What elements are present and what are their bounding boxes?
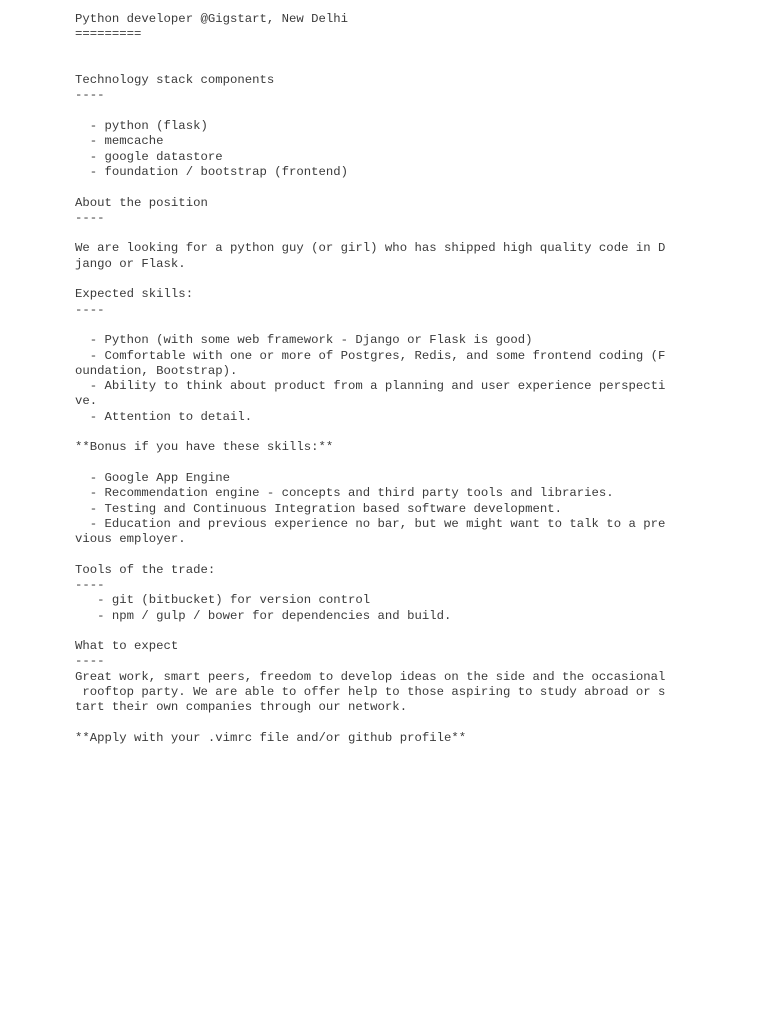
section-heading-about: About the position: [75, 195, 208, 210]
list-item: - Ability to think about product from a planning and user experience perspecti: [75, 379, 666, 394]
section-heading-expect: What to expect: [75, 639, 179, 654]
list-item-continuation: oundation, Bootstrap).: [75, 363, 238, 378]
section-rule: ----: [75, 302, 105, 317]
paragraph-line: rooftop party. We are able to offer help to those aspiring to study abroad or s: [75, 685, 666, 700]
list-item: - google datastore: [75, 149, 223, 164]
document-body: [75, 12, 675, 746]
blank-line: [75, 318, 675, 333]
list-item-continuation: ve.: [75, 394, 98, 409]
list-item: - npm / gulp / bower for dependencies and build.: [75, 608, 452, 623]
document-title: Python developer @Gigstart, New Delhi: [75, 12, 349, 26]
blank-line: [75, 456, 675, 471]
list-item: - memcache: [75, 134, 164, 149]
list-item: - Recommendation engine - concepts and third party tools and libraries.: [75, 486, 614, 501]
paragraph-line: We are looking for a python guy (or girl) who has shipped high quality code in D: [75, 241, 666, 256]
blank-line: [75, 624, 675, 639]
section-rule: ----: [75, 577, 105, 592]
apply-line: **Apply with your .vimrc file and/or github profile**: [75, 730, 467, 745]
blank-line: [75, 226, 675, 241]
list-item: - foundation / bootstrap (frontend): [75, 164, 349, 179]
section-rule: ----: [75, 654, 105, 669]
blank-line: [75, 58, 675, 73]
blank-line: [75, 180, 675, 195]
blank-line: [75, 43, 675, 58]
list-item-continuation: vious employer.: [75, 532, 186, 547]
blank-line: [75, 547, 675, 562]
list-item: - Comfortable with one or more of Postgres, Redis, and some frontend coding (F: [75, 348, 666, 363]
list-item: - Education and previous experience no bar, but we might want to talk to a pre: [75, 516, 666, 531]
section-heading-skills: Expected skills:: [75, 287, 194, 302]
section-rule: ----: [75, 210, 105, 225]
list-item: - git (bitbucket) for version control: [75, 593, 371, 608]
section-heading-bonus: **Bonus if you have these skills:**: [75, 440, 334, 455]
list-item: - Attention to detail.: [75, 409, 253, 424]
paragraph-line: Great work, smart peers, freedom to develop ideas on the side and the occasional: [75, 669, 666, 684]
paragraph-line: jango or Flask.: [75, 256, 186, 271]
title-underline: =========: [75, 27, 142, 42]
list-item: - Testing and Continuous Integration based software development.: [75, 501, 563, 516]
blank-line: [75, 104, 675, 119]
paragraph-line: tart their own companies through our network.: [75, 700, 408, 715]
blank-line: [75, 716, 675, 731]
blank-line: [75, 425, 675, 440]
blank-line: [75, 272, 675, 287]
list-item: - python (flask): [75, 119, 208, 134]
list-item: - Google App Engine: [75, 470, 230, 485]
section-heading-tools: Tools of the trade:: [75, 562, 216, 577]
section-rule: ----: [75, 88, 105, 103]
section-heading-stack: Technology stack components: [75, 73, 275, 88]
list-item: - Python (with some web framework - Django or Flask is good): [75, 333, 533, 348]
